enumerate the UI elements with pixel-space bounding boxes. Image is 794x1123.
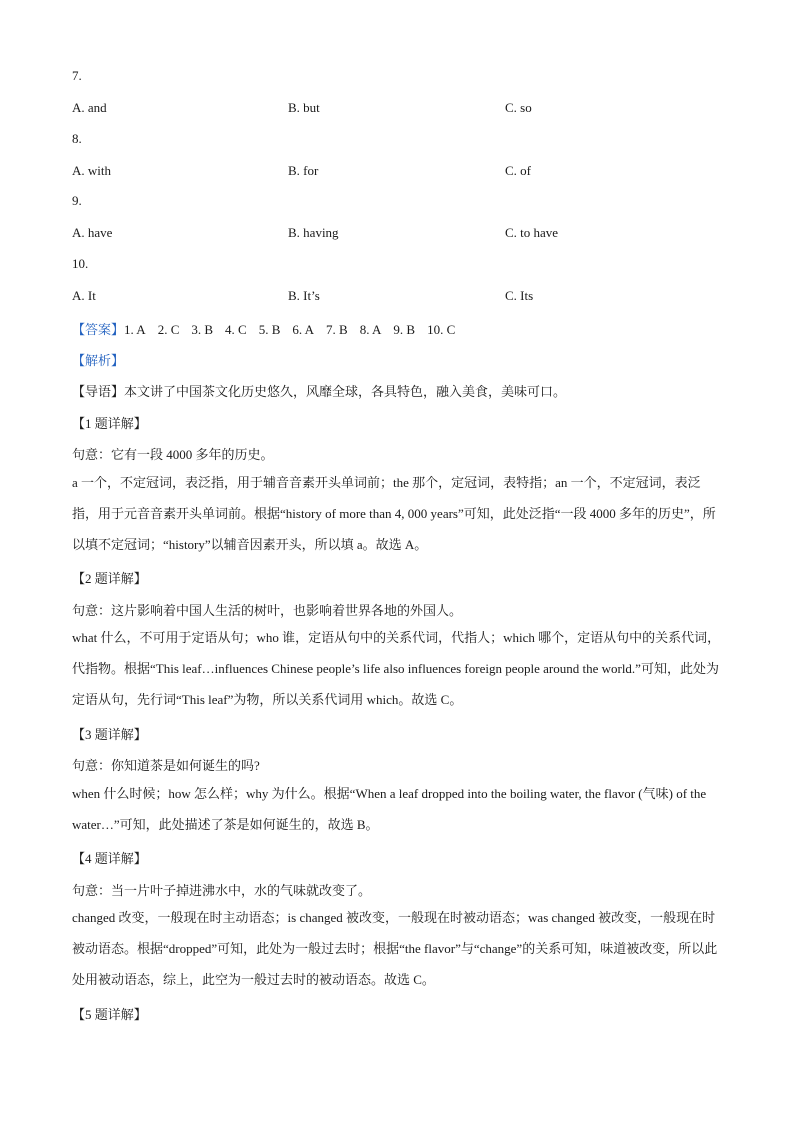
detail-heading: 【3 题详解】 xyxy=(72,727,147,742)
detail-heading: 【4 题详解】 xyxy=(72,851,147,866)
question-number: 10. xyxy=(72,256,89,271)
option-a: A. with xyxy=(72,163,111,178)
detail-heading: 【5 题详解】 xyxy=(72,1007,147,1022)
detail-explanation: changed 改变，一般现在时主动语态；is changed 被改变，一般现在时被动语态；was changed 被改变，一般现在时被动语态。根据“dropped”可知，此处为一般过去时；根据“the flavor”与“change”的关系可知，味道被改变，所以此处用被动语态，综上，此空为一般过去时的被动语态。故选 C。 xyxy=(72,910,718,987)
detail-explanation: when 什么时候；how 怎么样；why 为什么。根据“When a leaf dropped into the boiling water, the flavor (气味) of the water…”可知，此处描述了茶是如何诞生的，故选 B。 xyxy=(72,786,707,832)
option-c: C. Its xyxy=(505,288,534,303)
answer-item: 9. B xyxy=(393,322,416,337)
detail-meaning: 句意：这片影响着中国人生活的树叶，也影响着世界各地的外国人。 xyxy=(72,603,463,618)
answer-item: 7. B xyxy=(326,322,348,337)
question-number: 7. xyxy=(72,68,82,83)
answer-item: 1. A xyxy=(124,322,146,337)
detail-explanation: what 什么，不可用于定语从句；who 谁，定语从句中的关系代词，代指人；which 哪个，定语从句中的关系代词，代指物。根据“This leaf…influences Chinese people’s life also influences foreign people around the world.”可知，此处为定语从句，先行词“This leaf”为物，所以关系代词用 which。故选 C。 xyxy=(72,630,721,707)
option-b: B. It’s xyxy=(288,288,320,303)
detail-heading: 【2 题详解】 xyxy=(72,571,147,586)
detail-meaning: 句意：你知道茶是如何诞生的吗? xyxy=(72,758,260,773)
detail-heading: 【1 题详解】 xyxy=(72,416,147,431)
answer-item: 4. C xyxy=(225,322,247,337)
answer-item: 6. A xyxy=(292,322,315,337)
option-b: B. having xyxy=(288,225,339,240)
option-a: A. have xyxy=(72,225,113,240)
answer-label: 【答案】 xyxy=(72,322,125,337)
answer-item: 10. C xyxy=(427,322,456,337)
answer-item: 5. B xyxy=(258,322,281,337)
option-c: C. so xyxy=(505,100,532,115)
option-b: B. for xyxy=(288,163,319,178)
detail-explanation: a 一个，不定冠词，表泛指，用于辅音音素开头单词前；the 那个，定冠词，表特指；an 一个，不定冠词，表泛指，用于元音音素开头单词前。根据“history of more than 4, 000 years”可知，此处泛指“一段 4000 多年的历史”，所以填不定冠词；“history”以辅音因素开头，所以填 a。故选 A。 xyxy=(72,475,716,552)
answer-line xyxy=(72,319,722,338)
intro-paragraph: 【导语】本文讲了中国茶文化历史悠久，风靡全球，各具特色，融入美食，美味可口。 xyxy=(72,384,567,399)
answer-item: 2. C xyxy=(157,322,180,337)
option-a: A. It xyxy=(72,288,96,303)
option-c: C. to have xyxy=(505,225,559,240)
option-a: A. and xyxy=(72,100,107,115)
option-c: C. of xyxy=(505,163,531,178)
answer-item: 8. A xyxy=(359,322,382,337)
analysis-label: 【解析】 xyxy=(72,353,125,368)
question-number: 8. xyxy=(72,131,82,146)
detail-meaning: 句意：它有一段 4000 多年的历史。 xyxy=(72,447,274,462)
detail-meaning: 句意：当一片叶子掉进沸水中，水的气味就改变了。 xyxy=(72,883,372,898)
question-number: 9. xyxy=(72,193,82,208)
option-b: B. but xyxy=(288,100,320,115)
answer-item: 3. B xyxy=(191,322,214,337)
